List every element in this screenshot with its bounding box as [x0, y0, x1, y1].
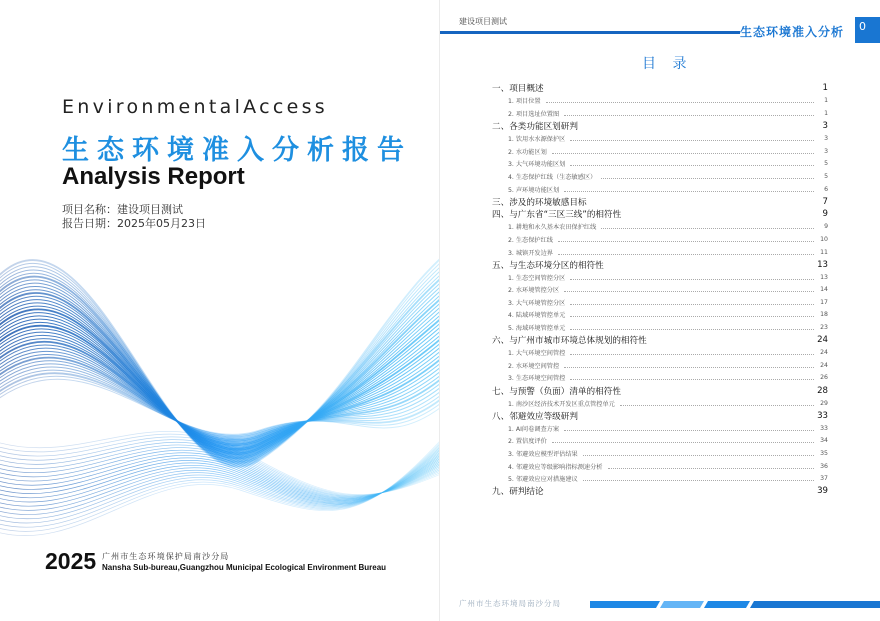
toc-entry-page: 3 — [824, 135, 828, 143]
toc-entry-page: 1 — [824, 109, 828, 117]
toc-subsection-row[interactable] — [492, 107, 828, 120]
toc-entry-page: 6 — [824, 185, 828, 193]
toc-entry-page: 9 — [822, 209, 828, 220]
toc-entry-label: 1. 饮用水水源保护区 — [508, 134, 568, 143]
toc-entry-page: 24 — [820, 361, 828, 369]
toc-section-row[interactable] — [492, 384, 828, 397]
toc-leader-dots — [608, 468, 815, 469]
toc-entry-label: 2. 水功能区划 — [508, 147, 550, 156]
toc-leader-dots — [564, 191, 814, 192]
toc-leader-dots — [626, 216, 814, 217]
report-date-label: 报告日期： — [62, 217, 117, 230]
toc-entry-page: 13 — [820, 273, 828, 281]
toc-leader-dots — [583, 455, 814, 456]
toc-leader-dots — [558, 241, 814, 242]
toc-entry-label: 3. 城镇开发边界 — [508, 248, 556, 257]
toc-entry-page: 39 — [817, 486, 828, 497]
bureau-name-cn: 广州市生态环境保护局南沙分局 — [102, 552, 230, 561]
toc-section-row[interactable] — [492, 485, 828, 498]
toc-entry-page: 23 — [820, 324, 828, 332]
toc-entry-page: 33 — [817, 410, 828, 421]
toc-entry-label: 2. 水环境空间管控 — [508, 361, 562, 370]
toc-entry-label: 4. 邻避效应等级影响指标测速分析 — [508, 462, 606, 471]
toc-entry-label: 1. 南沙区经济技术开发区重点管控单元 — [508, 399, 618, 408]
toc-leader-dots — [552, 442, 814, 443]
bureau-name-en: Nansha Sub-bureau,Guangzhou Municipal Ecological Environment Bureau — [102, 563, 387, 572]
toc-entry-label: 3. 生态环境空间管控 — [508, 373, 568, 382]
project-name-label: 项目名称： — [62, 203, 117, 216]
toc-leader-dots — [570, 354, 814, 355]
toc-leader-dots — [652, 342, 814, 343]
toc-section-row[interactable] — [492, 208, 828, 221]
toc-entry-label: 九、研判结论 — [492, 485, 547, 497]
toc-leader-dots — [570, 165, 814, 166]
toc-entry-page: 17 — [820, 298, 828, 306]
toc-subsection-row[interactable] — [492, 145, 828, 158]
toc-entry-label: 1. AI问卷调查方案 — [508, 424, 562, 433]
toc-section-row[interactable] — [492, 82, 828, 95]
toc-leader-dots — [570, 329, 814, 330]
toc-subsection-row[interactable] — [492, 233, 828, 246]
wave-line — [0, 303, 440, 456]
toc-leader-dots — [583, 128, 814, 129]
toc-entry-page: 18 — [820, 311, 828, 319]
toc-entry-label: 1. 大气环境空间管控 — [508, 348, 568, 357]
toc-entry-label: 2. 置信度评价 — [508, 436, 550, 445]
toc-entry-label: 1. 生态空间管控分区 — [508, 273, 568, 282]
project-name-value: 建设项目测试 — [117, 203, 183, 216]
toc-subsection-row[interactable] — [492, 309, 828, 322]
toc-entry-label: 5. 声环境功能区划 — [508, 185, 562, 194]
toc-subsection-row[interactable] — [492, 221, 828, 234]
toc-leader-dots — [583, 480, 814, 481]
toc-entry-label: 六、与广州市城市环境总体规划的相符性 — [492, 334, 650, 346]
toc-entry-label: 五、与生态环境分区的相符性 — [492, 259, 607, 271]
toc-entry-label: 四、与广东省“三区三线”的相符性 — [492, 208, 624, 220]
cover-year: 2025 — [45, 548, 97, 574]
toc-entry-page: 28 — [817, 385, 828, 396]
toc-subsection-row[interactable] — [492, 422, 828, 435]
toc-entry-label: 3. 邻避效应模型评估结果 — [508, 449, 581, 458]
toc-entry-page: 29 — [820, 399, 828, 407]
toc-subsection-row[interactable] — [492, 284, 828, 297]
toc-section-row[interactable] — [492, 120, 828, 133]
toc-entry-label: 4. 陆域环境管控单元 — [508, 310, 568, 319]
wave-ribbon-graphic — [0, 230, 440, 560]
toc-leader-dots — [570, 304, 814, 305]
toc-section-row[interactable] — [492, 195, 828, 208]
cover-title-cn: 生态环境准入分析报告 — [62, 135, 412, 166]
toc-leader-dots — [570, 140, 814, 141]
toc-leader-dots — [601, 178, 814, 179]
toc-leader-dots — [552, 153, 814, 154]
toc-entry-page: 24 — [817, 335, 828, 346]
toc-subsection-row[interactable] — [492, 447, 828, 460]
toc-entry-label: 七、与预警（负面）清单的相符性 — [492, 385, 624, 397]
toc-subsection-row[interactable] — [492, 346, 828, 359]
toc-leader-dots — [549, 493, 814, 494]
toc-entry-label: 二、各类功能区划研判 — [492, 120, 581, 132]
toc-entry-label: 2. 水环境管控分区 — [508, 285, 562, 294]
report-date-value: 2025年05月23日 — [117, 217, 206, 230]
toc-entry-label: 3. 大气环境功能区划 — [508, 159, 568, 168]
toc-entry-page: 14 — [820, 286, 828, 294]
toc-leader-dots — [583, 417, 814, 418]
toc-entry-page: 7 — [822, 196, 828, 207]
toc-section-row[interactable] — [492, 258, 828, 271]
toc-subsection-row[interactable] — [492, 372, 828, 385]
toc-subsection-row[interactable] — [492, 435, 828, 448]
toc-subsection-row[interactable] — [492, 397, 828, 410]
toc-entry-page: 37 — [820, 475, 828, 483]
wave-line — [0, 342, 440, 445]
toc-leader-dots — [570, 279, 814, 280]
toc-entry-page: 3 — [824, 147, 828, 155]
cover-title-en: EnvironmentalAccess — [62, 96, 328, 118]
toc-entry-label: 一、项目概述 — [492, 82, 547, 94]
toc-leader-dots — [601, 228, 814, 229]
toc-leader-dots — [592, 203, 814, 204]
toc-entry-label: 5. 邻避效应应对措施建议 — [508, 474, 581, 483]
toc-leader-dots — [549, 90, 814, 91]
toc-leader-dots — [564, 367, 814, 368]
toc-subsection-row[interactable] — [492, 170, 828, 183]
toc-entry-page: 1 — [822, 83, 828, 94]
toc-subsection-row[interactable] — [492, 158, 828, 171]
toc-entry-page: 35 — [820, 450, 828, 458]
toc-entry-page: 11 — [820, 248, 828, 256]
toc-footer-bureau: 广州市生态环境局南沙分局 — [459, 599, 561, 608]
toc-leader-dots — [564, 115, 814, 116]
toc-leader-dots — [546, 102, 814, 103]
toc-entry-label: 三、涉及的环境敏感目标 — [492, 196, 590, 208]
toc-section-row[interactable] — [492, 409, 828, 422]
toc-entry-page: 5 — [824, 160, 828, 168]
toc-entry-page: 34 — [820, 437, 828, 445]
toc-entry-label: 3. 大气环境管控分区 — [508, 298, 568, 307]
toc-entry-page: 24 — [820, 349, 828, 357]
toc-leader-dots — [609, 266, 814, 267]
toc-entry-page: 5 — [824, 172, 828, 180]
toc-leader-dots — [626, 392, 814, 393]
header-rule — [440, 31, 740, 34]
toc-subsection-row[interactable] — [492, 460, 828, 473]
toc-subsection-row[interactable] — [492, 271, 828, 284]
table-of-contents — [492, 82, 828, 498]
toc-entry-page: 26 — [820, 374, 828, 382]
toc-subsection-row[interactable] — [492, 132, 828, 145]
toc-subsection-row[interactable] — [492, 472, 828, 485]
toc-entry-label: 4. 生态保护红线（生态敏感区） — [508, 172, 599, 181]
toc-leader-dots — [570, 316, 814, 317]
toc-leader-dots — [570, 379, 814, 380]
toc-header-project: 建设项目测试 — [459, 17, 507, 26]
toc-entry-page: 9 — [824, 223, 828, 231]
toc-entry-page: 1 — [824, 97, 828, 105]
toc-entry-label: 1. 耕地和永久基本农田保护红线 — [508, 222, 599, 231]
toc-entry-label: 八、邻避效应等级研判 — [492, 410, 581, 422]
report-date-line — [62, 215, 206, 231]
toc-entry-label: 1. 项目位置 — [508, 96, 544, 105]
toc-entry-page: 33 — [820, 424, 828, 432]
toc-entry-page: 36 — [820, 462, 828, 470]
toc-entry-page: 3 — [822, 121, 828, 132]
toc-leader-dots — [564, 430, 814, 431]
toc-header-title: 生态环境准入分析 — [740, 25, 845, 39]
toc-subsection-row[interactable] — [492, 359, 828, 372]
toc-entry-page: 13 — [817, 259, 828, 270]
toc-subsection-row[interactable] — [492, 183, 828, 196]
toc-leader-dots — [564, 291, 814, 292]
toc-leader-dots — [620, 405, 814, 406]
toc-section-row[interactable] — [492, 334, 828, 347]
toc-entry-label: 2. 生态保护红线 — [508, 235, 556, 244]
toc-leader-dots — [558, 254, 814, 255]
header-page-number: 0 — [855, 17, 880, 43]
toc-heading: 目 录 — [642, 56, 693, 72]
cover-title-report: Analysis Report — [62, 163, 245, 190]
toc-subsection-row[interactable] — [492, 296, 828, 309]
toc-subsection-row[interactable] — [492, 321, 828, 334]
toc-subsection-row[interactable] — [492, 95, 828, 108]
footer-decor-bars — [590, 601, 880, 608]
toc-entry-page: 10 — [820, 235, 828, 243]
toc-entry-label: 5. 海域环境管控单元 — [508, 323, 568, 332]
toc-entry-label: 2. 项目选址位置图 — [508, 109, 562, 118]
toc-subsection-row[interactable] — [492, 246, 828, 259]
